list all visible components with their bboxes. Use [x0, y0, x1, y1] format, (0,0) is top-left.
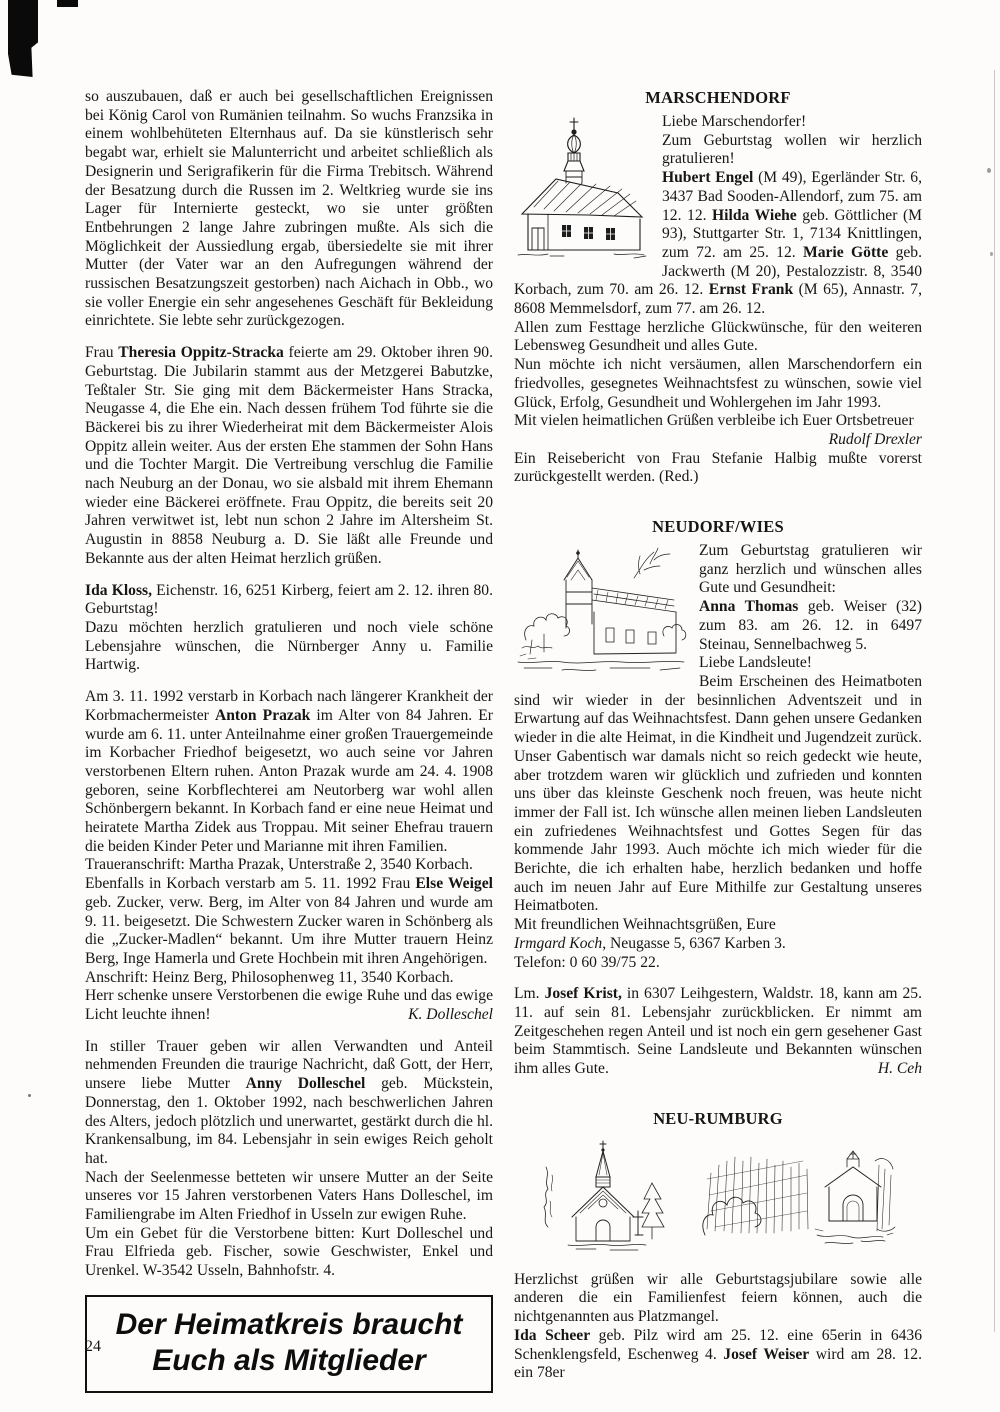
- paragraph-theresia-oppitz-stracka: [85, 344, 493, 568]
- membership-appeal-line2: Euch als Mitglieder: [152, 1343, 426, 1377]
- text-segment: Ein Reisebericht von Frau Stefanie Halbig mußte vorerst zurückgestellt werden. (Red.): [514, 449, 922, 486]
- rumburg-illustrations: [514, 1139, 922, 1259]
- text-segment: Marie Götte: [803, 243, 889, 261]
- section-marschendorf: [514, 88, 922, 450]
- signature: H. Ceh: [877, 1060, 922, 1078]
- church-illustration-marschendorf: [514, 115, 652, 267]
- text-segment: Herzlichst grüßen wir alle Geburtstagsjubilare sowie alle anderen die ein Familienfest feiern können, auch die nichtgenannten aus Platzmangel.: [514, 1270, 922, 1326]
- text-segment: Ida Scheer: [514, 1326, 591, 1344]
- text-segment: Am 3. 11. 1992 verstarb in Korbach nach längerer Krankheit der Korbmachermeister: [85, 688, 493, 724]
- text-segment: Beim Erscheinen des Heimatboten sind wir wieder in der besinnlichen Adventszeit und in Erwartung auf das Weihnachtsfest. Dann gehen unsere Gedanken wieder in die alte Heimat, in die Kindheit und Jugendzeit zurück. Unser Gabentisch war damals nicht so reich gedeckt wie heute, aber trotzdem waren wir glücklich und zufrieden und konnten uns über das kleinste Geschenk noch freuen, was heute nicht immer der Fall ist. Ich wünsche allen meinen lieben Landsleuten ein zufriedenes Weihnachtsfest und Gottes Segen für das kommende Jahr 1993. Auch möchte ich mich wieder für die Berichte, die ich erhalten habe, herzlich bedanken und hoffe auch im neuen Jahr auf Eure Mithilfe zur Gestaltung unseres Heimatboten.: [514, 672, 922, 915]
- text-segment: im Alter von 84 Jahren. Er wurde am 6. 11. unter Anteilnahme einer großen Trauergemeinde im Korbacher Friedhof beigesetzt, wo auch seine vor Jahren verstorbenen Eltern ruhen. Anton Prazak wurde am 24. 4. 1908 geboren, seine Korbflechterei am Neutorberg war wohl allen Schönbergern bekannt. In Korbach fand er eine neue Heimat und heiratete Martha Zidek aus Troppau. Mit seiner Ehefrau trauern die beiden Kinder Peter und Marianne mit ihren Familien.: [85, 706, 493, 855]
- text-segment: Mit freundlichen Weihnachtsgrüßen, Eure: [514, 916, 776, 934]
- text-segment: geb. Göttlicher (M 93), Stuttgarter Str. 1, 7134 Knittlingen, zum 72. am 25. 12.: [662, 206, 922, 261]
- text-segment: Zum Geburtstag gratulieren wir ganz herzlich und wünschen alles Gute und Gesundheit:: [699, 542, 922, 597]
- text-segment: (M 49), Egerländer Str. 6, 3437 Bad Sooden-Allendorf, zum 75. am 12. 12.: [662, 169, 922, 224]
- text-segment: (M 65), Annastr. 7, 8608 Memmelsdorf, zum 77. am 26. 12.: [514, 281, 922, 318]
- scan-edge-line: [994, 70, 995, 1332]
- chapel-illustration-rumburg-right: [697, 1139, 897, 1259]
- membership-appeal-box: [85, 1295, 493, 1393]
- right-column: [514, 88, 922, 1396]
- text-segment: geb. Jackwerth (M 20), Pestalozzistr. 8, 3540 Korbach, zum 70. am 26. 12.: [514, 243, 922, 299]
- scan-speck: [28, 1094, 31, 1097]
- section-neu-rumburg: [514, 1109, 922, 1396]
- paragraph-obituary-anny-dolleschel: [85, 1038, 493, 1281]
- text-segment: Um ein Gebet für die Verstorbene bitten: Kurt Dolleschel und Frau Elfrieda geb. Fischer, sowie Geschwister, Enkel und Urenkel. W-3542 Usseln, Bahnhofstr. 4.: [85, 1224, 493, 1280]
- text-segment: Ebenfalls in Korbach verstarb am 5. 11. 1992 Frau: [85, 875, 416, 893]
- text-segment: in 6307 Leihgestern, Waldstr. 18, kann am 25. 11. auf sein 81. Lebensjahr zurückblicken. Er nimmt am Zeitgeschehen regen Anteil und ist noch ein gern gesehener Gast beim Stammtisch. Seine Landsleute und Bekannten wünschen ihm alles Gute.: [514, 985, 922, 1078]
- left-column: [85, 88, 493, 1393]
- church-illustration-rumburg-left: [540, 1139, 675, 1259]
- text-segment: Anschrift: Heinz Berg, Philosophenweg 11, 3540 Korbach.: [85, 968, 454, 986]
- section-heading-neudorf-wies: NEUDORF/WIES: [652, 517, 784, 537]
- text-segment: Ida Kloss,: [85, 581, 152, 599]
- text-segment: In stiller Trauer geben wir allen Verwandten und Anteil nehmenden Freunden die traurige Nachricht, daß Gott, der Herr, unsere liebe Mutter: [85, 1037, 493, 1093]
- text-segment: Hilda Wiehe: [712, 206, 797, 224]
- paragraph-rumburg-greetings: [514, 1271, 922, 1383]
- text-segment: wird am 28. 12. ein 78er: [514, 1345, 922, 1382]
- text-segment: Nun möchte ich nicht versäumen, allen Marschendorfern ein friedvolles, gesegnetes Weihnachtsfest zu wünschen, sowie viel Glück, Erfolg, Gesundheit und Wohlergehen im Jahr 1993.: [514, 356, 922, 411]
- page-number: 24: [85, 1338, 101, 1355]
- text-segment: Lm.: [514, 985, 545, 1003]
- text-segment: Eichenstr. 16, 6251 Kirberg, feiert am 2. 12. ihren 80. Geburtstag!: [85, 581, 493, 618]
- text-segment: Herr schenke unsere Verstorbenen die ewige Ruhe und das ewige Licht leuchte ihnen!: [85, 987, 493, 1024]
- church-illustration-neudorf: [514, 544, 689, 684]
- text-segment: Josef Krist,: [544, 985, 622, 1003]
- membership-appeal-line1: Der Heimatkreis braucht: [115, 1307, 463, 1341]
- scan-speck: [990, 252, 993, 256]
- text-segment: geb. Mückstein, Donnerstag, den 1. Oktober 1992, nach beschwerlichen Jahren des Alters, jedoch plötzlich und unerwartet, gestärkt durch die hl. Krankensalbung, im 84. Lebensjahr in sein ewiges Reich geholt hat.: [85, 1075, 493, 1167]
- text-segment: Mit vielen heimatlichen Grüßen verbleibe ich Euer Ortsbetreuer: [514, 412, 914, 430]
- scan-speck: [987, 168, 991, 173]
- text-segment: geb. Pilz wird am 25. 12. eine 65erin in 6436 Schenklengsfeld, Eschenweg 4.: [514, 1326, 922, 1363]
- scan-artifact-blob: [8, 0, 38, 77]
- text-segment: Irmgard Koch: [514, 934, 603, 952]
- paragraph-obituaries-prazak-weigel: [85, 688, 493, 1025]
- scan-artifact-bar: [57, 0, 78, 7]
- text-segment: Allen zum Festtage herzliche Glückwünsche, für den weiteren Lebensweg Gesundheit und alles Gute.: [514, 318, 922, 355]
- section-heading-neu-rumburg: NEU-RUMBURG: [653, 1108, 783, 1128]
- paragraph-ida-kloss: [85, 582, 493, 676]
- text-segment: geb. Weiser (32) zum 83. am 26. 12. in 6497 Steinau, Sennelbachweg 5.: [699, 598, 922, 653]
- text-segment: Josef Weiser: [723, 1345, 810, 1363]
- text-segment: Frau: [85, 344, 119, 362]
- text-segment: feierte am 29. Oktober ihren 90. Geburtstag. Die Jubilarin stammt aus der Metzgerei Babutzke, Teßtaler Str. Sie ging mit dem Bäckermeister Hans Stracka, Neugasse 4, die Ehe ein. Nach dessen frühem Tod führte sie die Bäckerei bis zu ihrer Wiederheirat mit dem Bäckermeister Alois Oppitz allein weiter. Aus der ersten Ehe stammen der Sohn Hans und die Tochter Margit. Die Vertreibung verschlug die Familie nach Neuburg an der Donau, wo sie alsbald mit ihrem Ehemann wieder eine Bäckerei eröffnete. Frau Oppitz, die bereits seit 20 Jahren verwitwet ist, lebt nun schon 2 Jahre im Altersheim St. Augustin in 8858 Neuburg a. D. Sie läßt alle Freunde und Bekannte aus der alten Heimat herzlich grüßen.: [85, 344, 493, 567]
- text-segment: , Neugasse 5, 6367 Karben 3.: [602, 934, 786, 952]
- signature: Rudolf Drexler: [828, 430, 922, 448]
- text-segment: Anton Prazak: [214, 706, 311, 724]
- text-segment: Traueranschrift: Martha Prazak, Unterstraße 2, 3540 Korbach.: [85, 856, 473, 874]
- signature: K. Dolleschel: [408, 1006, 493, 1024]
- text-segment: geb. Zucker, verw. Berg, im Alter von 84 Jahren und wurde am 9. 11. beigesetzt. Die Schwestern Zucker waren in Schönberg als die „Zucker-Madlen“ bekannt. Um ihre Mutter trauern Heinz Berg, Inge Hamerla und Grete Hochbein mit ihren Angehörigen.: [85, 893, 493, 967]
- text-segment: Anny Dolleschel: [245, 1075, 366, 1093]
- text-segment: Theresia Oppitz-Stracka: [118, 344, 284, 362]
- paragraph-josef-krist: [514, 985, 922, 1079]
- text-segment: Dazu möchten herzlich gratulieren und noch viele schöne Lebensjahre wünschen, die Nürnberger Anny u. Familie Hartwig.: [85, 618, 493, 674]
- text-segment: Liebe Landsleute!: [699, 654, 813, 672]
- text-segment: Else Weigel: [415, 875, 493, 893]
- text-segment: Zum Geburtstag wollen wir herzlich gratulieren!: [662, 131, 922, 168]
- paragraph-reisebericht-note: [514, 450, 922, 487]
- section-neudorf-wies: [514, 517, 922, 985]
- text-segment: Ernst Frank: [708, 281, 794, 299]
- section-heading-marschendorf: MARSCHENDORF: [645, 88, 791, 107]
- text-segment: so auszubauen, daß er auch bei gesellschaftlichen Ereignissen bei König Carol von Rumänien teilnahm. So wuchs Franzsika in einem wohlbehüteten Elternhaus auf. Da sie künstlerisch sehr begabt war, erhielt sie Malunterricht und arbeitet schließlich als Designerin und Serigrafikerin für die Firma Trebitsch. Während der Besatzung durch die Russen im 2. Weltkrieg wurde sie ins Lager für Internierte gesteckt, wo sie unter größten Entbehrungen 2 lange Jahre zubringen mußte. Als sich die Möglichkeit der Aussiedlung ergab, übersiedelte sie mit ihrer Mutter (der Vater war an den Aufregungen während der russischen Besatzungszeit gestorben) nach Aichach in Obb., wo sie voller Energie ein sehr angesehenes Geschäft für Bekleidung einrichtete. Sie lebte sehr zurückgezogen.: [85, 88, 493, 330]
- text-segment: Hubert Engel: [662, 169, 754, 187]
- text-segment: Nach der Seelenmesse betteten wir unsere Mutter an der Seite unseres vor 15 Jahren verstorbenen Vaters Hans Dolleschel, im Familiengrabe im Alten Friedhof in Usseln zur ewigen Ruhe.: [85, 1168, 493, 1224]
- text-segment: Anna Thomas: [699, 598, 799, 616]
- text-segment: Telefon: 0 60 39/75 22.: [514, 953, 660, 971]
- paragraph-franzsika-continuation: [85, 88, 493, 331]
- text-segment: Liebe Marschendorfer!: [662, 113, 807, 130]
